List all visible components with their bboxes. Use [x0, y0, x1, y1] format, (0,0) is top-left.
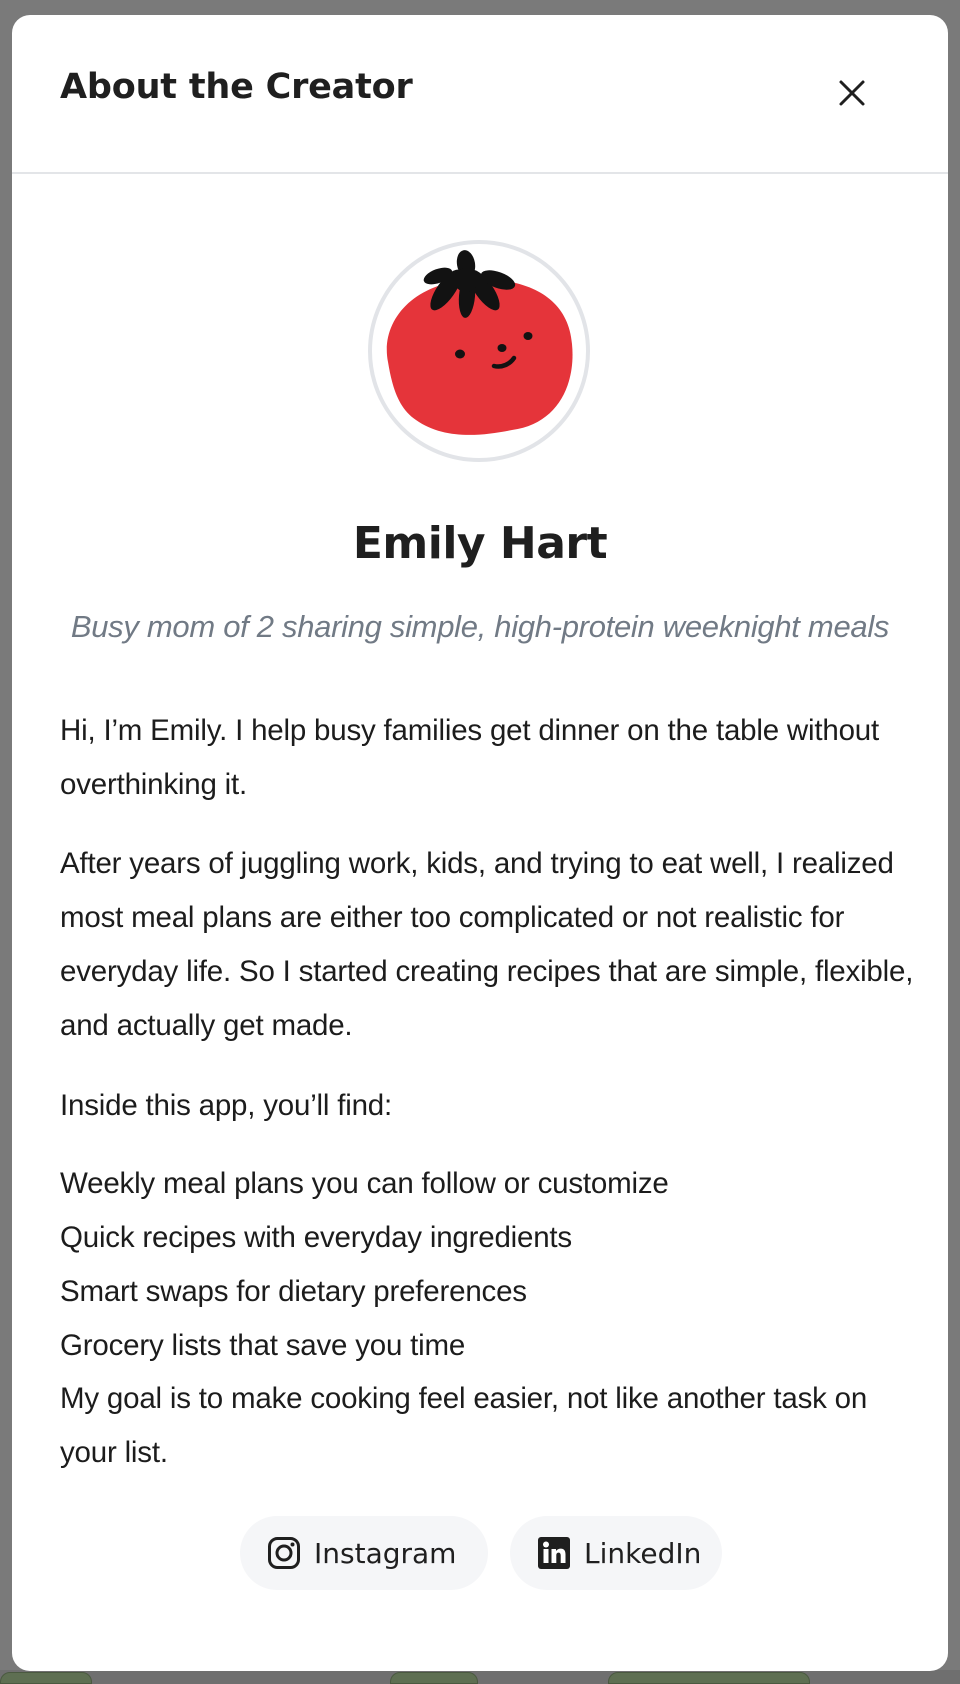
creator-avatar — [368, 240, 590, 462]
bio-paragraph — [60, 704, 920, 812]
modal-title: About the Creator — [60, 67, 413, 107]
background-tab — [390, 1672, 478, 1684]
background-tab — [0, 1672, 92, 1684]
creator-name: Emily Hart — [352, 518, 608, 569]
features-list — [60, 1157, 920, 1373]
background-tab — [608, 1672, 810, 1684]
bio-paragraph — [60, 837, 920, 1053]
instagram-icon — [266, 1535, 302, 1571]
modal-header — [12, 15, 948, 174]
feature-item: Smart swaps for dietary preferences — [60, 1275, 527, 1308]
linkedin-link[interactable] — [510, 1516, 722, 1590]
goal-text: My goal is to make cooking feel easier, not like another task on your list. — [60, 1382, 868, 1469]
feature-item: Weekly meal plans you can follow or customize — [60, 1167, 669, 1200]
linkedin-label: LinkedIn — [584, 1536, 702, 1570]
about-creator-modal — [12, 15, 948, 1671]
instagram-link[interactable] — [240, 1516, 488, 1590]
feature-item: Grocery lists that save you time — [60, 1329, 466, 1362]
bio-paragraph — [60, 1079, 920, 1133]
tomato-avatar-icon — [372, 244, 586, 458]
feature-item: Quick recipes with everyday ingredients — [60, 1221, 572, 1254]
bio-intro-text: Hi, I’m Emily. I help busy families get dinner on the table without overthinking it. — [60, 714, 879, 801]
close-button[interactable] — [830, 71, 874, 115]
linkedin-icon — [536, 1535, 572, 1571]
creator-tagline: Busy mom of 2 sharing simple, high-protein weeknight meals — [70, 609, 890, 644]
close-icon — [837, 78, 867, 108]
instagram-label: Instagram — [314, 1536, 457, 1570]
background-app-peek — [0, 1670, 960, 1684]
bio-features-intro-text: Inside this app, you’ll find: — [60, 1089, 393, 1122]
bio-story-text: After years of juggling work, kids, and trying to eat well, I realized most meal plans are either too complicated or not realistic for everyday life. So I started creating recipes that are simple, flexible, and actually get made. — [60, 847, 914, 1042]
